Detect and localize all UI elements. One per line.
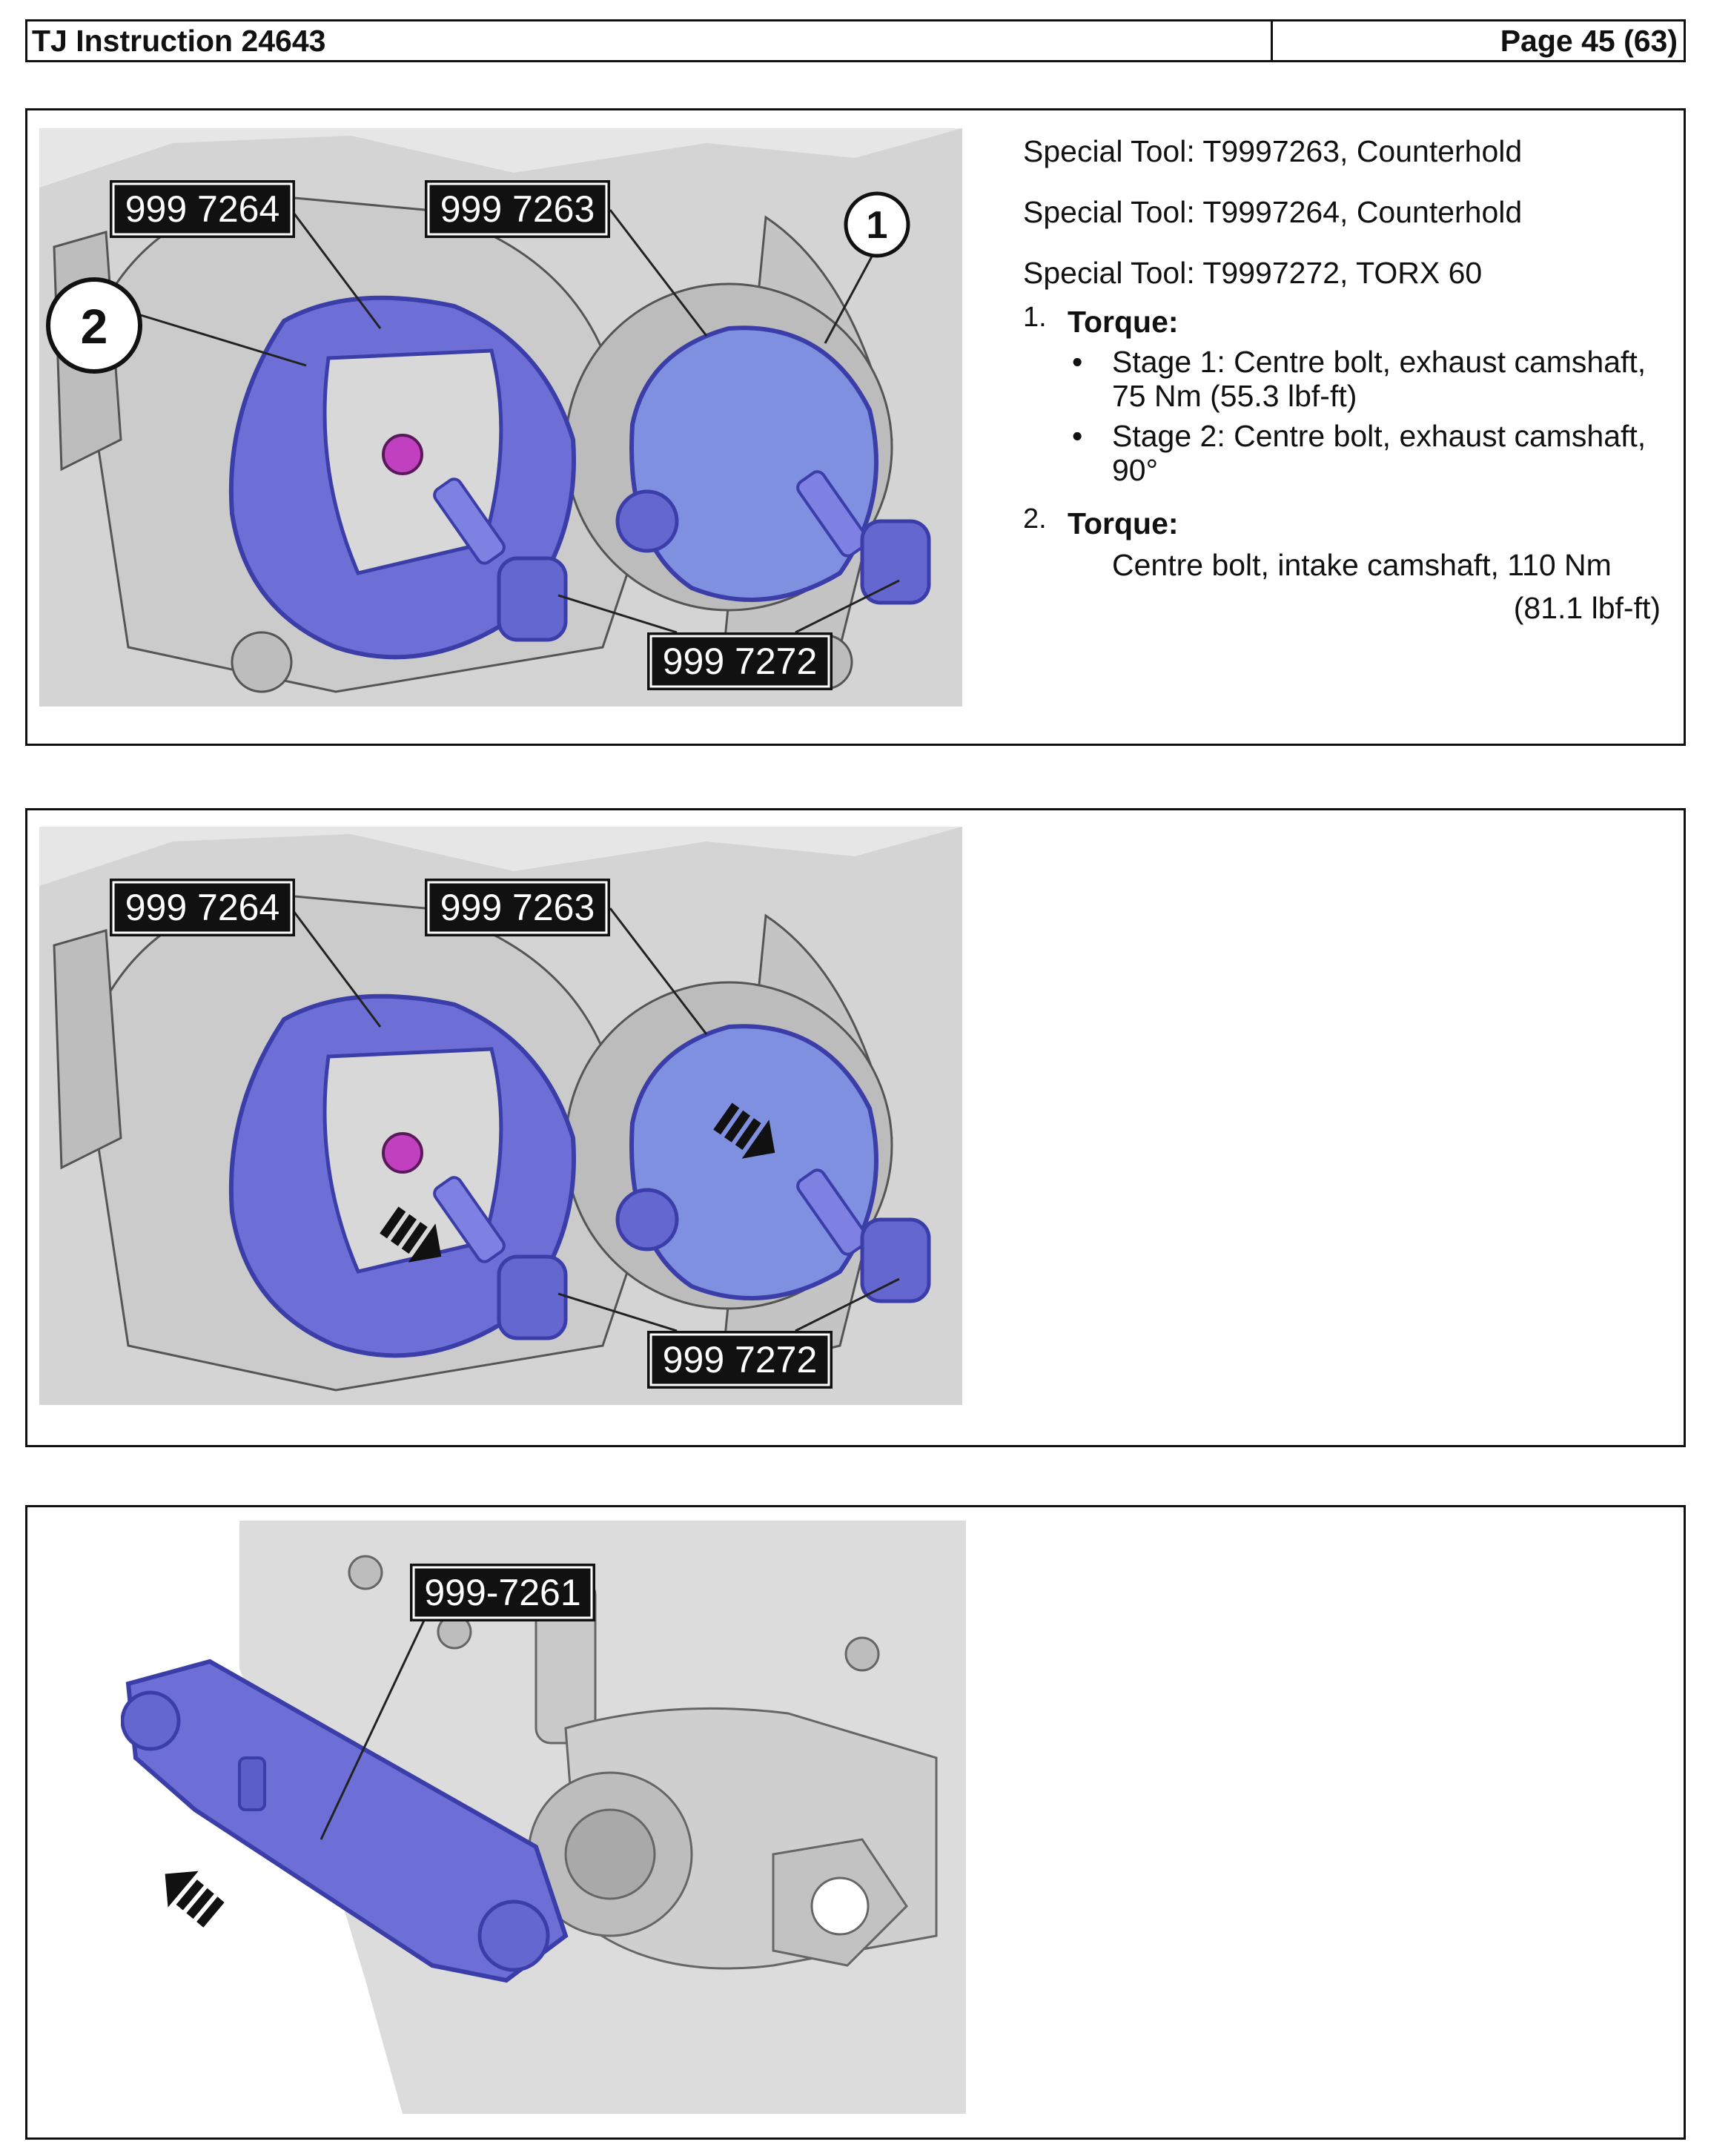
special-tool-3: Special Tool: T9997272, TORX 60 bbox=[1023, 256, 1483, 290]
step-instructions bbox=[1023, 127, 1675, 625]
engine-illustration-2-svg bbox=[39, 827, 962, 1405]
special-tool-2: Special Tool: T9997264, Counterhold bbox=[1023, 195, 1523, 229]
step-panel-3 bbox=[25, 1505, 1686, 2140]
step-panel-1 bbox=[25, 108, 1686, 746]
step-2-heading: Torque: bbox=[1068, 506, 1179, 540]
step-2 bbox=[1023, 503, 1675, 625]
step-1-number: 1. bbox=[1023, 302, 1047, 333]
document-header bbox=[25, 19, 1686, 62]
step-1-heading: Torque: bbox=[1068, 305, 1179, 339]
label-999-7272: 999 7272 bbox=[662, 1339, 818, 1380]
callout-1: 1 bbox=[866, 204, 888, 247]
special-tool-1: Special Tool: T9997263, Counterhold bbox=[1023, 134, 1523, 168]
label-999-7263: 999 7263 bbox=[440, 887, 595, 928]
label-999-7264: 999 7264 bbox=[125, 887, 280, 928]
camshaft-counterhold-illustration bbox=[39, 128, 962, 707]
label-999-7264: 999 7264 bbox=[125, 188, 280, 230]
step-panel-2 bbox=[25, 808, 1686, 1447]
label-999-7263: 999 7263 bbox=[440, 188, 595, 230]
step-1-bullet-1: • Stage 1: Centre bolt, exhaust camshaft, 75 Nm (55.3 lbf-ft) bbox=[1068, 345, 1675, 413]
engine-illustration-svg bbox=[39, 128, 962, 707]
camshaft-locking-tool-removal-illustration bbox=[121, 1521, 966, 2114]
step-2-line-2: (81.1 lbf-ft) bbox=[1513, 591, 1661, 625]
page-number: Page 45 (63) bbox=[1500, 24, 1678, 58]
instruction-title: TJ Instruction 24643 bbox=[27, 22, 1273, 60]
step-2-line-1: Centre bolt, intake camshaft, 110 Nm bbox=[1112, 548, 1612, 582]
step-1 bbox=[1023, 302, 1675, 487]
callout-2: 2 bbox=[80, 299, 108, 354]
label-999-7272: 999 7272 bbox=[662, 641, 818, 682]
label-999-7261: 999-7261 bbox=[424, 1572, 581, 1613]
engine-illustration-3-svg bbox=[121, 1521, 966, 2114]
camshaft-counterhold-rotation-illustration bbox=[39, 827, 962, 1405]
step-2-number: 2. bbox=[1023, 503, 1047, 535]
step-1-bullet-2: • Stage 2: Centre bolt, exhaust camshaft, 90° bbox=[1068, 419, 1675, 487]
